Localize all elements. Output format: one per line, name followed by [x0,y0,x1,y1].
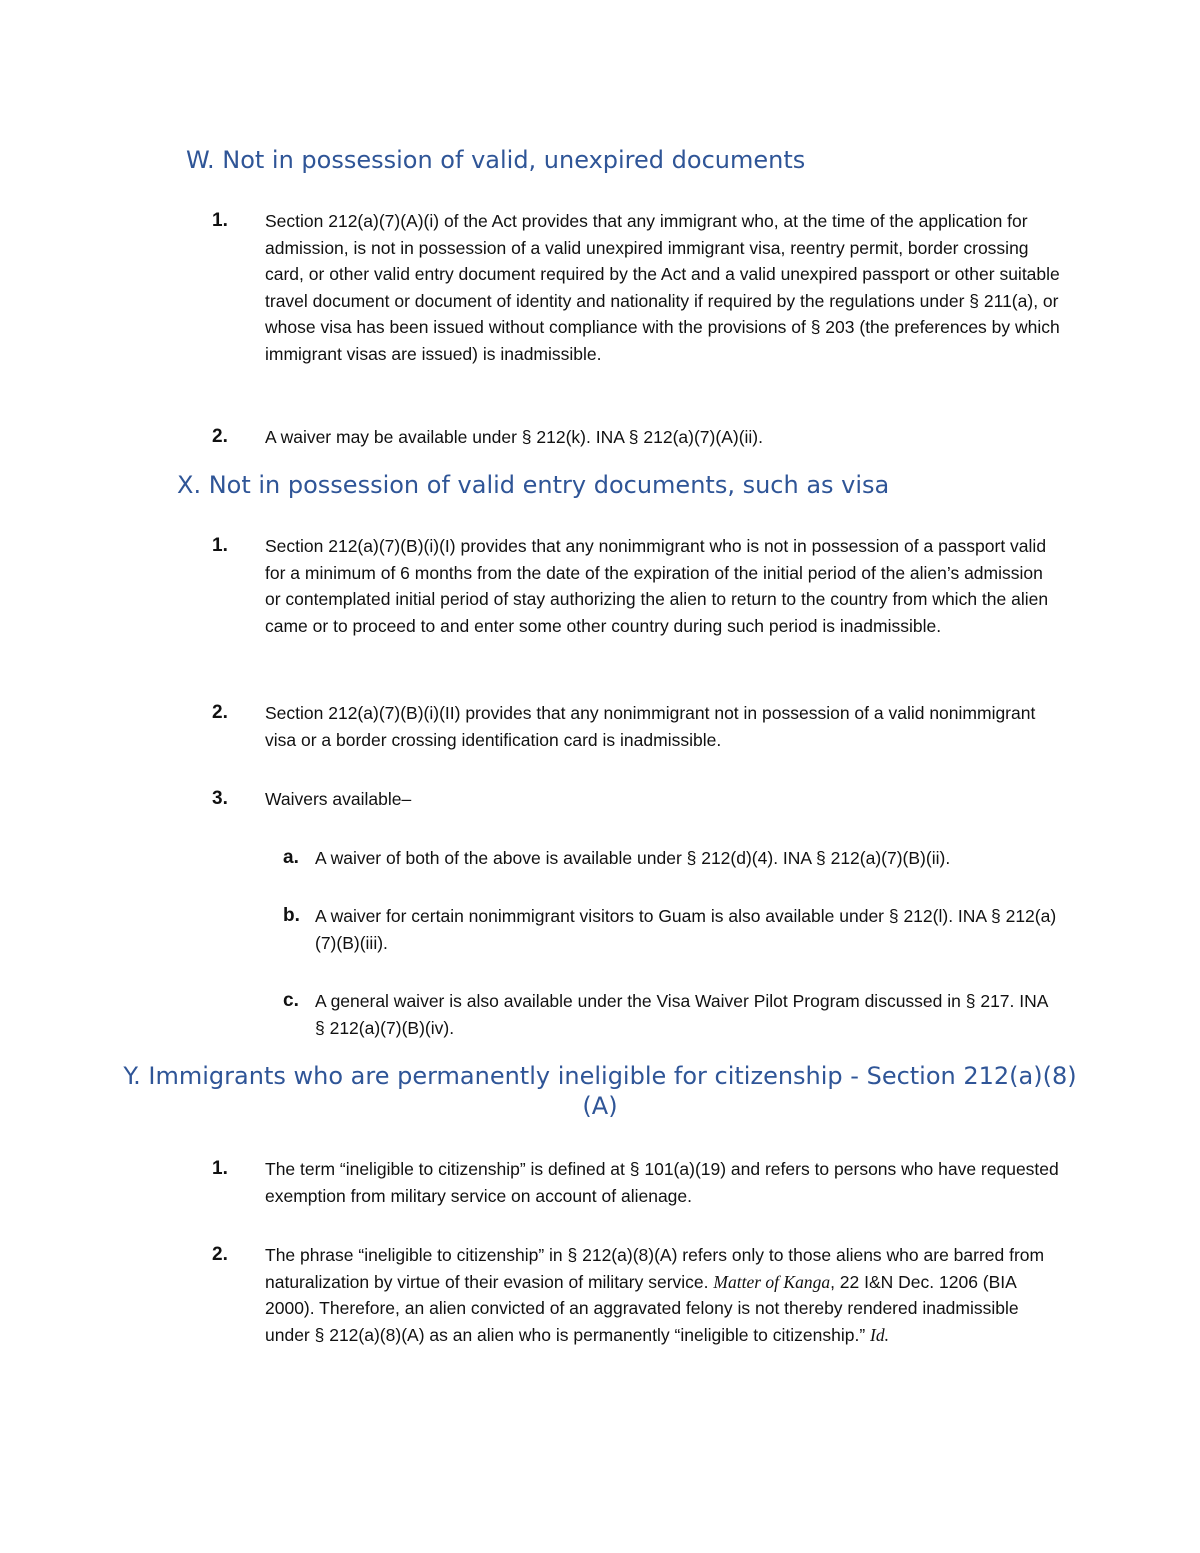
item-letter: a. [283,847,299,868]
item-text: A waiver of both of the above is available under § 212(d)(4). INA § 212(a)(7)(B)(ii). [315,848,951,868]
item-text: The term “ineligible to citizenship” is defined at § 101(a)(19) and refers to persons who have requested exemption from military service on account of alienage. [265,1159,1059,1206]
item-number: 1. [212,535,228,556]
item-number: 3. [212,788,228,809]
item-text [265,1242,1060,1348]
item-number: 2. [212,426,228,447]
item-text-before: The phrase “ineligible to citizenship” in § 212(a)(8)(A) refers only to those aliens who are barred from naturalization by virtue of their evasion of military service. [265,1245,1045,1292]
item-text: Waivers available– [265,789,412,809]
section-w-heading: W. Not in possession of valid, unexpired documents [186,146,806,174]
case-name: Matter of Kanga [713,1271,831,1292]
section-y-heading: Y. Immigrants who are permanently ineligible for citizenship - Section 212(a)(8)(A) [123,1062,1077,1120]
item-number: 1. [212,210,228,231]
item-text: A general waiver is also available under the Visa Waiver Pilot Program discussed in § 217. INA § 212(a)(7)(B)(iv). [315,991,1048,1038]
item-text: Section 212(a)(7)(B)(i)(II) provides that any nonimmigrant not in possession of a valid nonimmigrant visa or a border crossing identification card is inadmissible. [265,703,1036,750]
citation-id: Id. [870,1324,889,1345]
item-number: 2. [212,1244,228,1265]
item-text: Section 212(a)(7)(A)(i) of the Act provides that any immigrant who, at the time of the application for admission, is not in possession of a valid unexpired immigrant visa, reentry permit, border crossing card, or other valid entry document required by the Act and a valid unexpired passport or other suitable travel document or document of identity and nationality if required by the regulations under § 211(a), or whose visa has been issued without compliance with the provisions of § 203 (the preferences by which immigrant visas are issued) is inadmissible. [265,211,1060,364]
item-text-middle: , 22 I&N Dec. 1206 (BIA 2000). Therefore, an alien convicted of an aggravated felony is not thereby rendered inadmissible under § 212(a)(8)(A) as an alien who is permanently “ineligible to citizenship.” [265,1271,1019,1345]
item-text: A waiver may be available under § 212(k). INA § 212(a)(7)(A)(ii). [265,427,763,447]
item-number: 1. [212,1158,228,1179]
section-x-heading: X. Not in possession of valid entry documents, such as visa [177,471,890,499]
item-letter: c. [283,990,299,1011]
item-letter: b. [283,905,300,926]
item-text: Section 212(a)(7)(B)(i)(I) provides that any nonimmigrant who is not in possession of a passport valid for a minimum of 6 months from the date of the expiration of the initial period of the alien’s admission or contemplated initial period of stay authorizing the alien to return to the country from which the alien came or to proceed to and enter some other country during such period is inadmissible. [265,536,1049,636]
item-text: A waiver for certain nonimmigrant visitors to Guam is also available under § 212(l). INA § 212(a)(7)(B)(iii). [315,906,1057,953]
item-number: 2. [212,702,228,723]
